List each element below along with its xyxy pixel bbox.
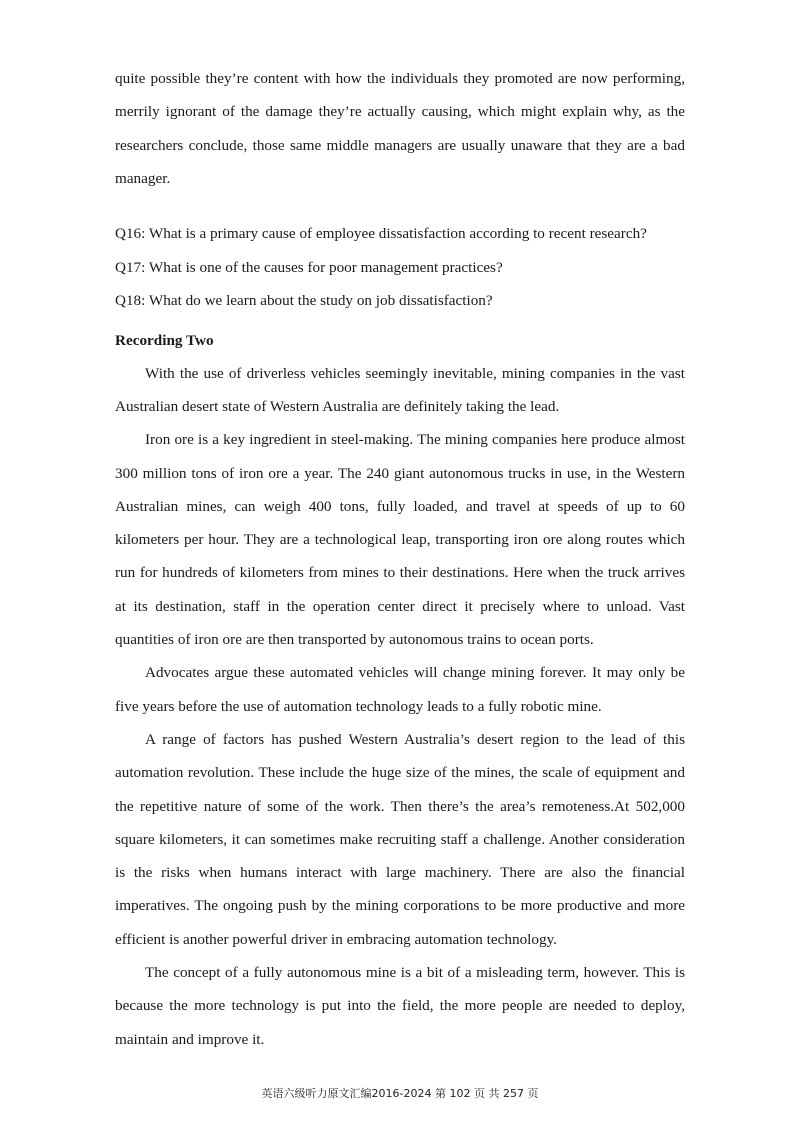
paragraph-5: The concept of a fully autonomous mine is a bit of a misleading term, however. This is because the more technology is put into the field, the more people are needed to deploy, maintain and improve it.: [115, 964, 685, 1048]
question-18: Q18: What do we learn about the study on job dissatisfaction?: [115, 292, 493, 310]
document-body: [115, 62, 685, 1056]
question-list: [115, 217, 685, 318]
paragraph-2: Iron ore is a key ingredient in steel-making. The mining companies here produce almost 300 million tons of iron ore a year. The 240 giant autonomous trucks in use, in the Western Australian mines, can weigh 400 tons, fully loaded, and travel at speeds of up to 60 kilometers per hour. They are a technological leap, transporting iron ore along routes which run for hundreds of kilometers from mines to their destinations. Here when the truck arrives at its destination, staff in the operation center direct it precisely where to unload. Vast quantities of iron ore are then transported by autonomous trains to ocean ports.: [115, 431, 685, 649]
section-heading: Recording Two: [115, 331, 214, 349]
paragraph-3: Advocates argue these automated vehicles will change mining forever. It may only be five years before the use of automation technology leads to a fully robotic mine.: [115, 664, 685, 715]
paragraph-4: A range of factors has pushed Western Australia’s desert region to the lead of this automation revolution. These include the huge size of the mines, the scale of equipment and the repetitive nature of some of the work. Then there’s the area’s remoteness.At 502,000 square kilometers, it can sometimes make recruiting staff a challenge. Another consideration is the risks when humans interact with large machinery. There are also the financial imperatives. The ongoing push by the mining corporations to be more productive and more efficient is another powerful driver in embracing automation technology.: [115, 730, 685, 948]
question-17: Q17: What is one of the causes for poor management practices?: [115, 258, 503, 276]
question-16: Q16: What is a primary cause of employee dissatisfaction according to recent research?: [115, 225, 647, 243]
paragraph-1: With the use of driverless vehicles seemingly inevitable, mining companies in the vast Australian desert state of Western Australia are definitely taking the lead.: [115, 364, 685, 415]
continuation-paragraph: quite possible they’re content with how the individuals they promoted are now performing, merrily ignorant of the damage they’re actually causing, which might explain why, as the researchers conclude, those same middle managers are usually unaware that they are a bad manager.: [115, 70, 685, 187]
page-footer: 英语六级听力原文汇编2016-2024 第 102 页 共 257 页: [261, 1087, 539, 1100]
